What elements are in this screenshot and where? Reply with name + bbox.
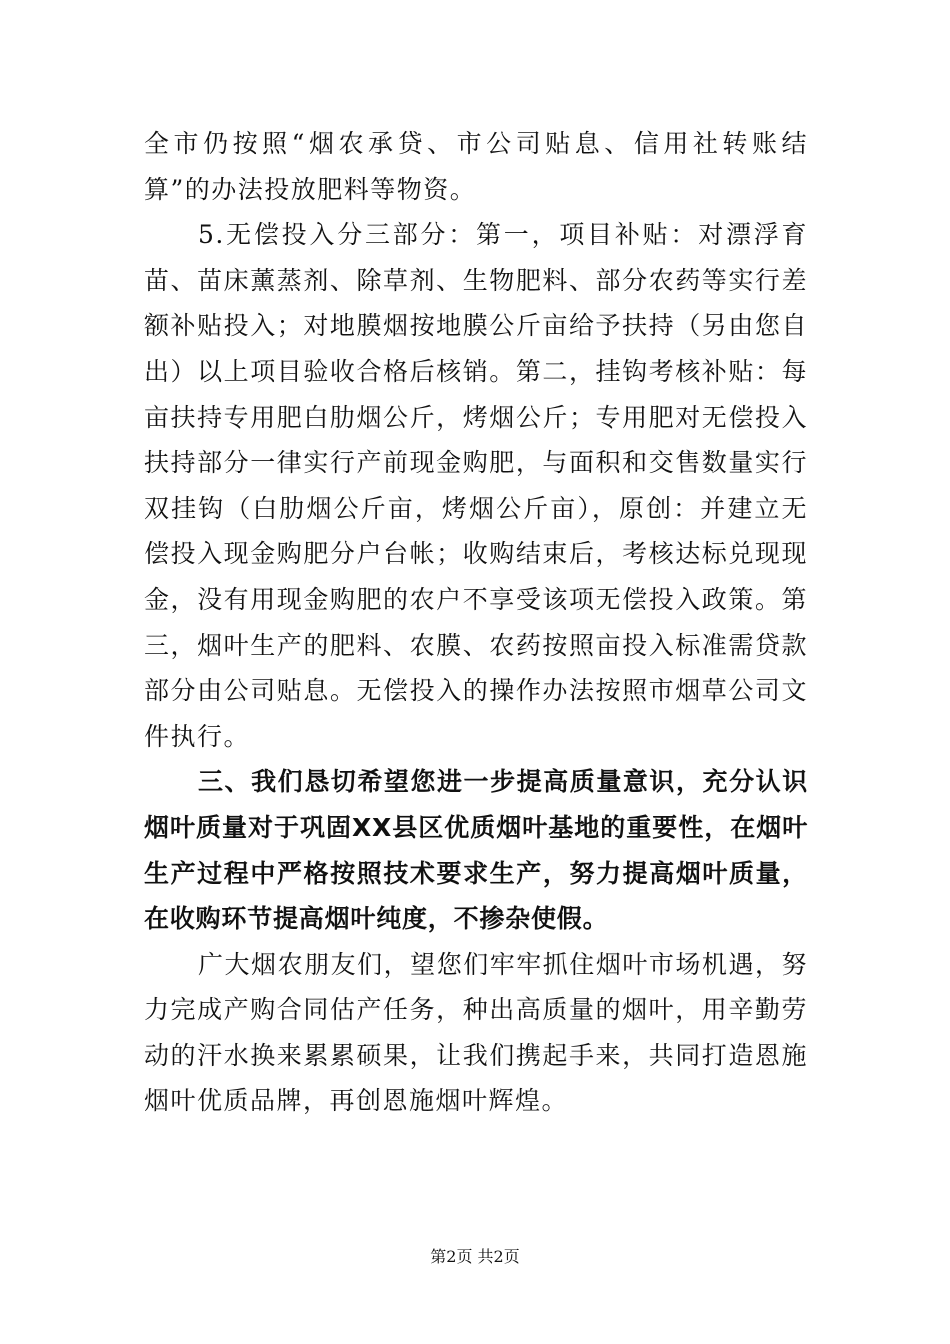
paragraph-closing: 广大烟农朋友们，望您们牢牢抓住烟叶市场机遇，努力完成产购合同估产任务，种出高质量的烟叶，用辛勤劳动的汗水换来累累硕果，让我们携起手来，共同打造恩施烟叶优质品牌，再创恩施烟叶辉煌。 [144, 949, 808, 1116]
page-number-footer: 第2页 共2页 [430, 1247, 520, 1266]
paragraph-continued: 全市仍按照“烟农承贷、市公司贴息、信用社转账结算”的办法投放肥料等物资。 [144, 129, 808, 204]
document-body [144, 121, 808, 1124]
paragraph-item-5: 5.无偿投入分三部分：第一，项目补贴：对漂浮育苗、苗床薰蒸剂、除草剂、生物肥料、部分农药等实行差额补贴投入；对地膜烟按地膜公斤亩给予扶持（另由您自出）以上项目验收合格后核销。第二，挂钩考核补贴：每亩扶持专用肥白肋烟公斤，烤烟公斤；专用肥对无偿投入扶持部分一律实行产前现金购肥，与面积和交售数量实行双挂钩（白肋烟公斤亩，烤烟公斤亩），原创：并建立无偿投入现金购肥分户台帐；收购结束后，考核达标兑现现金，没有用现金购肥的农户不享受该项无偿投入政策。第三，烟叶生产的肥料、农膜、农药按照亩投入标准需贷款部分由公司贴息。无偿投入的操作办法按照市烟草公司文件执行。 [144, 220, 808, 751]
paragraph-section-3: 三、我们恳切希望您进一步提高质量意识，充分认识烟叶质量对于巩固XX县区优质烟叶基地的重要性，在烟叶生产过程中严格按照技术要求生产，努力提高烟叶质量，在收购环节提高烟叶纯度，不掺杂使假。 [144, 767, 808, 934]
